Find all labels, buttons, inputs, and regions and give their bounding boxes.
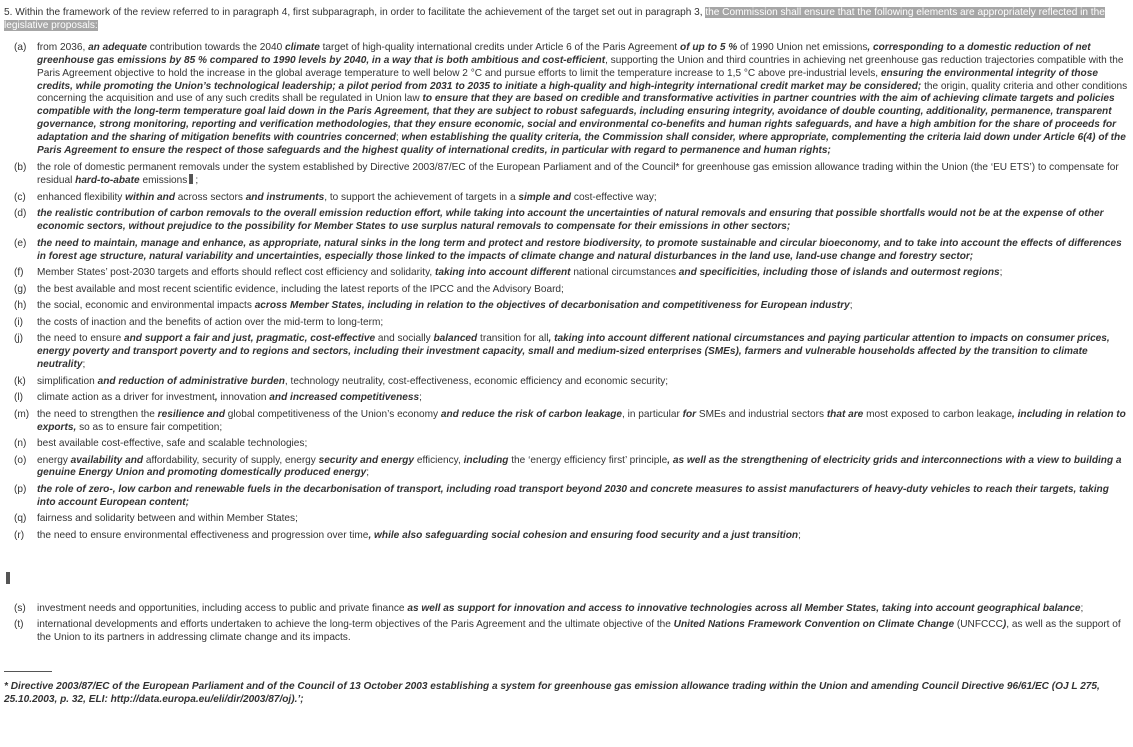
footnote-separator (4, 671, 52, 672)
item-text (37, 409, 1128, 435)
text-segment: innovation (217, 392, 270, 404)
list-item (4, 530, 1128, 543)
list-item (4, 333, 1128, 372)
paragraph-5-intro (4, 7, 1128, 33)
text-segment: , as well as the support of the Union to its partners in addressing climate change and its impacts. (37, 619, 1121, 644)
list-item (4, 238, 1128, 264)
item-label: (n) (14, 438, 27, 449)
amended-text: taking into account different (434, 267, 571, 279)
item-label: (f) (14, 267, 24, 279)
text-segment: investment needs and opportunities, including access to public and private finance (37, 602, 408, 614)
text-segment: the costs of inaction and the benefits of action over the mid-term to long-term; (37, 316, 384, 328)
item-label: (o) (14, 454, 27, 466)
item-text (37, 284, 1128, 297)
text-segment: ; (195, 175, 199, 187)
text-segment: , in particular (622, 408, 683, 420)
text-segment: ; (395, 132, 402, 144)
text-segment: enhanced flexibility (37, 191, 126, 203)
amended-text: and support a fair and just, pragmatic, cost-effective (124, 333, 376, 345)
amended-text: of up to 5 % (680, 41, 738, 53)
amended-text: , (214, 392, 218, 404)
text-segment: best available cost-effective, safe and scalable technologies; (37, 438, 308, 449)
text-segment: the best available and most recent scientific evidence, including the latest reports of the IPCC and the Advisory Board; (37, 283, 564, 295)
amended-text: including (463, 454, 509, 466)
list-item (4, 208, 1128, 234)
elements-list-continued (4, 603, 1128, 645)
amended-text: the realistic contribution of carbon removals to the overall emission reduction effort, while taking into account the uncertainties of natural removals and ensuring that possible shortfalls would not be at the expense of other economic sectors, without prejudice to the possibility for Member States to use surplus natural removals to compensate for their emissions in other sectors; (37, 208, 1104, 233)
item-label: (g) (14, 283, 27, 295)
item-label: (h) (14, 300, 27, 312)
text-segment: ; (1080, 602, 1084, 614)
list-item (4, 438, 1128, 451)
item-label: (e) (14, 237, 27, 249)
change-marker (189, 174, 193, 184)
amended-text: , while also safeguarding social cohesion and ensuring food security and a just transition (368, 529, 799, 541)
amended-text: ensuring the environmental integrity of those credits, while promoting the Union’s technological leadership; a pilot period from 2031 to 2035 to initiate a high-quality and high-integrity international credit market may be considered; (37, 67, 1098, 92)
text-segment: across sectors (175, 191, 246, 203)
list-item (4, 603, 1128, 616)
item-text (37, 376, 1128, 389)
item-text (37, 603, 1128, 616)
text-segment: the role of domestic permanent removals under the system established by Directive 2003/87/EC of the European Parliament and of the Council* for greenhouse gas emission allowance trading within the Union (the ‘EU ETS’) to compensate for residual (37, 161, 1119, 187)
amended-text: hard-to-abate (75, 175, 140, 187)
text-segment: the origin, quality criteria and other conditions concerning the acquisition and use of any such credits shall be regulated in Union law (37, 80, 1128, 105)
item-text (37, 267, 1128, 280)
text-segment: , technology neutrality, cost-effectiveness, economic efficiency and economic security; (284, 375, 669, 387)
item-text (37, 333, 1128, 372)
text-segment: international developments and efforts undertaken to achieve the long-term objectives of the Paris Agreement and the ultimate objective of the (37, 619, 674, 631)
text-segment: simplification (37, 375, 98, 387)
amended-text: the role of zero-, low carbon and renewable fuels in the decarbonisation of transport, including road transport beyond 2030 and concrete measures to assist manufacturers of heavy-duty vehicles to reach their targets, taking into account European content; (37, 483, 1109, 508)
list-item (4, 317, 1128, 330)
amended-text: balanced (433, 333, 478, 345)
text-segment: ; (999, 267, 1003, 279)
item-label: (c) (14, 191, 26, 203)
item-text (37, 438, 1128, 451)
amended-text: ) (1002, 619, 1007, 631)
item-label: (q) (14, 513, 27, 525)
list-item (4, 409, 1128, 435)
item-label: (p) (14, 483, 27, 495)
amended-text: simple and (518, 191, 572, 203)
amended-text: and specificities, including those of islands and outermost regions (678, 267, 1000, 279)
text-segment: ; (849, 300, 853, 312)
text-segment: SMEs and industrial sectors (696, 408, 827, 420)
text-segment: so as to ensure fair competition; (76, 421, 223, 433)
deletion-marker (6, 572, 10, 584)
text-segment: the social, economic and environmental impacts (37, 300, 255, 312)
item-label: (a) (14, 41, 27, 53)
text-segment: fairness and solidarity between and within Member States; (37, 513, 298, 525)
item-label: (j) (14, 333, 23, 345)
amended-text: and reduce the risk of carbon leakage (440, 408, 623, 420)
amended-text: that are (826, 408, 864, 420)
text-segment: the need to strengthen the (37, 408, 158, 420)
item-text (37, 455, 1128, 481)
item-label: (d) (14, 208, 27, 220)
text-segment: target of high-quality international credits under Article 6 of the Paris Agreement (319, 41, 681, 53)
list-item (4, 42, 1128, 158)
highlighted-text[interactable]: the Commission shall ensure that the following elements are appropriately reflected in the legislative proposals: (4, 7, 1105, 31)
amended-text: availability and (70, 454, 144, 466)
item-label: (i) (14, 316, 23, 328)
text-segment: climate action as a driver for investment (37, 392, 215, 404)
list-item (4, 513, 1128, 526)
text-segment: ; (82, 359, 86, 371)
text-segment: contribution towards the 2040 (146, 41, 286, 53)
text-segment: the need to ensure environmental effectiveness and progression over time (37, 529, 369, 541)
text-segment: , to support the achievement of targets in a (324, 191, 519, 203)
amended-text: when establishing the quality criteria, the Commission shall consider, where appropriate, complementing the criteria laid down under Article 6(4) of the Paris Agreement to ensure the respect of those safeguards and the highest quality of international credits, in particular with regard to permanence and human rights; (37, 132, 1126, 157)
text-segment: , supporting the Union and third countries in achieving net greenhouse gas reduction trajectories compatible with the Paris Agreement objective to hold the increase in the global average temperature to well below 2 °C and pursue efforts to limit the temperature increase to 1,5 °C above pre-industrial levels, (37, 54, 1124, 79)
document-body (4, 7, 1128, 707)
text-segment: ; (798, 529, 801, 541)
amended-text: , including in relation to exports, (37, 408, 1126, 433)
amended-text: , taking into account different national circumstances and paying particular attention to impacts on consumer prices, energy poverty and transport poverty and to regions and sectors, including their investment capacity, small and medium-sized enterprises (SMEs), farmers and vulnerable households affected by the transition to climate neutrality (37, 333, 1110, 371)
text-segment: energy (37, 454, 71, 466)
elements-list (4, 42, 1128, 543)
list-item (4, 392, 1128, 405)
text-segment: cost-effective way; (571, 191, 657, 203)
amended-text: the need to maintain, manage and enhance, as appropriate, natural sinks in the long term and protect and restore biodiversity, to promote sustainable and circular bioeconomy, and to take into account the effects of differences in forest age structure, natural variability and uncertainties, especially those linked to the impacts of climate change and natural disturbances in the land use, land-use change and forestry sector; (37, 237, 1122, 262)
list-item (4, 455, 1128, 481)
text-segment: emissions (139, 175, 188, 187)
text-segment: efficiency, (414, 454, 464, 466)
item-text (37, 619, 1128, 645)
item-label: (s) (14, 602, 26, 614)
amended-text: climate (285, 41, 320, 53)
list-item (4, 267, 1128, 280)
list-item (4, 619, 1128, 645)
amended-text: within and (125, 191, 175, 203)
item-text (37, 392, 1128, 405)
item-text (37, 300, 1128, 313)
item-label: (k) (14, 375, 26, 387)
amended-text: , as well as the strengthening of electricity grids and interconnections with a view to building a genuine Energy Union and promoting domestically produced energy (37, 454, 1122, 479)
amended-text: and instruments (245, 191, 325, 203)
item-text (37, 238, 1128, 264)
text-segment: (UNFCCC (954, 619, 1003, 631)
amended-text: , corresponding to a domestic reduction of net greenhouse gas emissions by 85 % compared to 1990 levels by 2040, in a way that is both ambitious and cost-efficient (37, 41, 1091, 66)
text-segment: from 2036, (37, 41, 89, 53)
amended-text: for (682, 408, 697, 420)
text-segment: of 1990 Union net emissions (737, 41, 868, 53)
list-item (4, 300, 1128, 313)
amended-text: United Nations Framework Convention on Climate Change (673, 619, 955, 631)
list-item (4, 484, 1128, 510)
item-label: (t) (14, 619, 24, 631)
text-segment: the ‘energy efficiency first’ principle (508, 454, 668, 466)
item-text (37, 208, 1128, 234)
item-text (37, 317, 1128, 330)
amended-text: resilience and (157, 408, 225, 420)
amended-text: and reduction of administrative burden (97, 375, 285, 387)
list-item (4, 162, 1128, 189)
text-segment: ; (419, 392, 422, 404)
amended-text: to ensure that they are based on credible and transformative activities in partner countries with the aim of achieving climate targets and policies compatible with the long-term temperature goal laid down in the Paris Agreement, that they are subject to robust safeguards, including ensuring integrity, avoidance of double counting, additionality, permanence, transparent governance, strong monitoring, reporting and verification methodologies, that they ensure economic, social and environmental co-benefits and human rights safeguards, and have a high ambition for the share of proceeds for adaptation and the sharing of mitigation benefits with countries concerned (37, 93, 1117, 144)
text-segment: the need to ensure (37, 333, 124, 345)
text-segment: most exposed to carbon leakage (863, 408, 1012, 420)
item-label: (l) (14, 392, 23, 404)
amended-text: as well as support for innovation and access to innovative technologies across all Member States, taking into account geographical balance (407, 602, 1081, 614)
text-segment: Member States’ post-2030 targets and efforts should reflect cost efficiency and solidarity, (37, 267, 435, 279)
item-text (37, 162, 1128, 189)
text-segment: affordability, security of supply, energy (143, 454, 319, 466)
list-item (4, 284, 1128, 297)
item-text (37, 530, 1128, 543)
amended-text: security and energy (318, 454, 415, 466)
text-segment: global competitiveness of the Union’s economy (225, 408, 441, 420)
text-segment: and socially (375, 333, 434, 345)
item-text (37, 42, 1128, 158)
item-label: (m) (14, 408, 30, 420)
item-text (37, 484, 1128, 510)
item-label: (b) (14, 161, 27, 173)
item-label: (r) (14, 529, 25, 541)
amended-text: across Member States, including in relation to the objectives of decarbonisation and competitiveness for European industry (254, 300, 850, 312)
text-segment: national circumstances (570, 267, 679, 279)
text-segment: transition for all (477, 333, 549, 345)
amended-text: and increased competitiveness (269, 392, 420, 404)
item-text (37, 513, 1128, 526)
item-text (37, 192, 1128, 205)
list-item (4, 192, 1128, 205)
list-item (4, 376, 1128, 389)
text-segment: ; (366, 467, 370, 479)
footnote: * Directive 2003/87/EC of the European Parliament and of the Council of 13 October 2003 establishing a system for greenhouse gas emission allowance trading within the Union and amending Council Directive 96/61/EC (OJ L 275, 25.10.2003, p. 32, ELI: http://data.europa.eu/eli/dir/2003/87/oj).’; (4, 681, 1100, 705)
intro-text: 5. Within the framework of the review referred to in paragraph 4, first subparagraph, in order to facilitate the achievement of the target set out in paragraph 3, (4, 7, 706, 18)
amended-text: an adequate (88, 41, 147, 53)
